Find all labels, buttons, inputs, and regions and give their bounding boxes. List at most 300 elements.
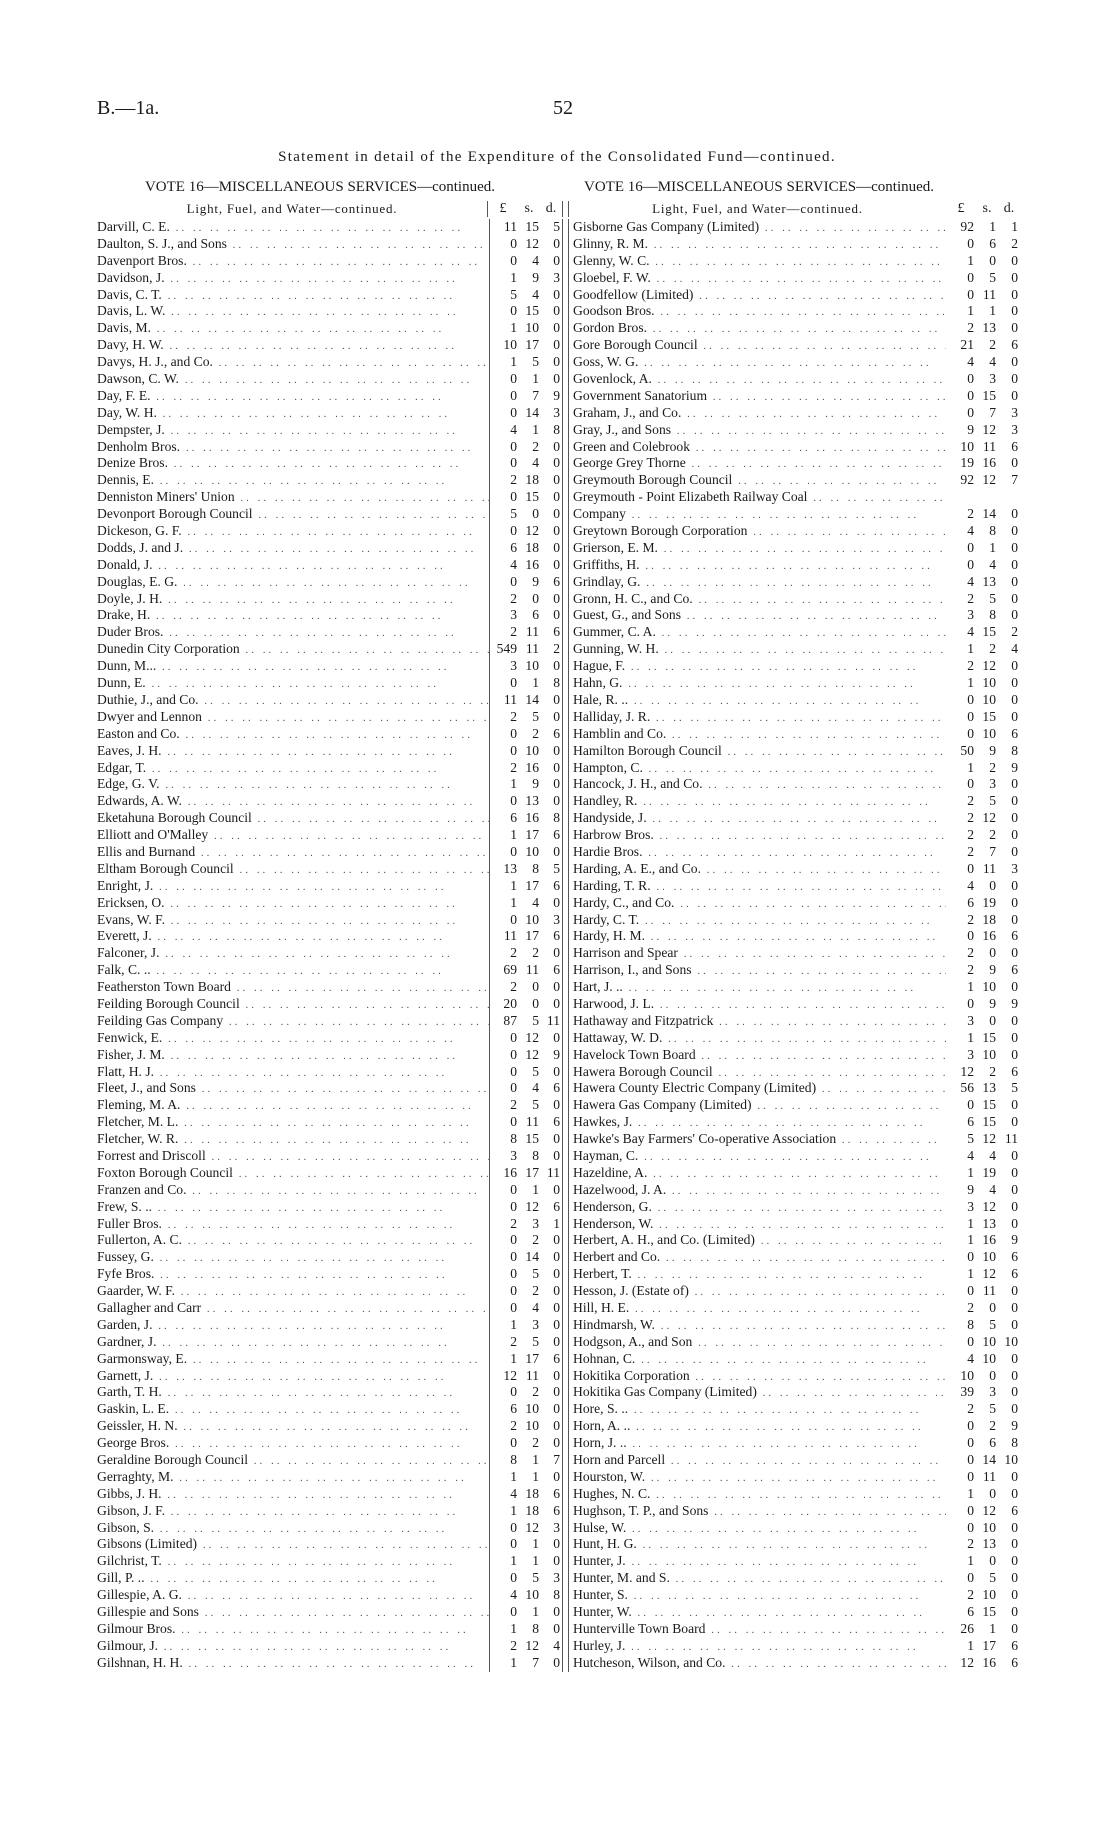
amount-shillings: 2 [989, 1063, 996, 1079]
amount-pounds: 0 [489, 1114, 519, 1131]
amount-shillings: 10 [525, 1418, 539, 1434]
payee-name: Everett, J. .. . [97, 928, 489, 945]
table-row [568, 1199, 1020, 1216]
amount-pounds: 4 [967, 877, 974, 893]
amount-pence: 0 [1011, 1198, 1018, 1214]
table-row [97, 1216, 563, 1233]
table-row [97, 219, 563, 236]
amount-pence: 0 [1011, 1587, 1018, 1603]
amount-pence: 0 [541, 236, 563, 253]
amount-pounds: 0 [489, 1080, 519, 1097]
amount-pence: 0 [1011, 1604, 1018, 1620]
amount-shillings: 11 [525, 1367, 539, 1383]
document-code: B.—1a. [97, 97, 160, 119]
amount-pounds: 0 [489, 439, 519, 456]
amount-pence: 0 [541, 455, 563, 472]
amount-pence: 0 [1011, 793, 1018, 809]
amount-pence: 0 [541, 692, 563, 709]
table-row [568, 776, 1020, 793]
amount-pence: 6 [541, 878, 563, 895]
amount-pounds: 19 [960, 455, 974, 471]
payee-name: Gibsons (Limited) .. . [97, 1536, 489, 1553]
table-row [97, 1503, 563, 1520]
table-row [97, 270, 563, 287]
amount-shillings: 12 [982, 1266, 996, 1282]
amount-shillings: 15 [525, 1131, 539, 1147]
amount-pence: 6 [541, 1080, 563, 1097]
amount-shillings: 18 [525, 472, 539, 488]
amount-pounds: 1 [967, 1553, 974, 1569]
amount-shillings: 5 [989, 793, 996, 809]
table-row [568, 1131, 1020, 1148]
amount-pounds: 0 [489, 1064, 519, 1081]
payee-name: Hardy, H. M. .. . [568, 928, 946, 945]
unit-shillings: s. [524, 201, 534, 216]
amount-pounds: 0 [967, 708, 974, 724]
subheading-row [97, 196, 563, 217]
amount-shillings: 5 [532, 1063, 539, 1079]
amount-pounds: 11 [489, 219, 519, 236]
table-row [568, 1182, 1020, 1199]
table-row [97, 1165, 563, 1182]
table-row [97, 506, 563, 523]
payee-name: Hill, H. E. .. . [568, 1300, 946, 1317]
amount-pounds: 0 [489, 1384, 519, 1401]
amount-shillings: 11 [525, 624, 539, 640]
table-row [568, 574, 1020, 591]
amount-pounds: 0 [967, 1333, 974, 1349]
amount-pence: 0 [541, 658, 563, 675]
amount-pounds: 1 [489, 1317, 519, 1334]
amount-pounds: 0 [489, 371, 519, 388]
amount-pence: 0 [1011, 1485, 1018, 1501]
payee-name: Hawera Gas Company (Limited) .. . [568, 1097, 946, 1114]
table-row [97, 371, 563, 388]
payee-name: Gillespie and Sons .. . [97, 1604, 489, 1621]
payee-name: Fussey, G. .. . [97, 1249, 489, 1266]
table-row [97, 337, 563, 354]
table-row [97, 1351, 563, 1368]
table-row [568, 1604, 1020, 1621]
amount-pounds: 0 [489, 1199, 519, 1216]
payee-name: Douglas, E. G. .. . [97, 574, 489, 591]
payee-name: George Grey Thorne .. . [568, 455, 946, 472]
amount-shillings: 17 [525, 827, 539, 843]
table-row [97, 895, 563, 912]
amount-shillings: 11 [525, 641, 539, 657]
amount-shillings: 10 [525, 320, 539, 336]
payee-name: Evans, W. F. .. . [97, 912, 489, 929]
amount-shillings: 8 [989, 607, 996, 623]
payee-name: Gillespie, A. G. .. . [97, 1587, 489, 1604]
amount-pence: 0 [1011, 1029, 1018, 1045]
payee-name: Company .. . [568, 506, 946, 523]
table-row [568, 557, 1020, 574]
table-row [568, 1097, 1020, 1114]
amount-shillings: 2 [532, 1384, 539, 1400]
amount-shillings: 0 [989, 945, 996, 961]
payee-name: Dodds, J. and J. .. . [97, 540, 489, 557]
payee-name: Davys, H. J., and Co. .. . [97, 354, 489, 371]
amount-shillings: 14 [525, 691, 539, 707]
payee-name: Hawkes, J. .. . [568, 1114, 946, 1131]
payee-name: Hattaway, W. D. .. . [568, 1030, 946, 1047]
table-row [97, 658, 563, 675]
amount-pounds: 2 [967, 590, 974, 606]
table-row [97, 962, 563, 979]
amount-pence: 0 [541, 1435, 563, 1452]
amount-pounds: 0 [489, 793, 519, 810]
amount-pounds: 1 [489, 1469, 519, 1486]
table-row [568, 827, 1020, 844]
payee-name: Drake, H. .. . [97, 607, 489, 624]
table-row [97, 1097, 563, 1114]
amount-shillings: 2 [989, 759, 996, 775]
amount-pence: 0 [541, 253, 563, 270]
amount-pence: 0 [541, 472, 563, 489]
table-row [568, 861, 1020, 878]
amount-pounds: 4 [967, 354, 974, 370]
amount-pounds: 1 [489, 895, 519, 912]
amount-pounds: 4 [489, 1587, 519, 1604]
table-row [97, 709, 563, 726]
table-row [568, 270, 1020, 287]
payee-name: Hawera Borough Council .. . [568, 1064, 946, 1081]
amount-pounds: 2 [967, 962, 974, 978]
amount-pounds: 0 [489, 303, 519, 320]
amount-shillings: 11 [525, 1114, 539, 1130]
table-row [568, 1368, 1020, 1385]
amount-pounds: 0 [489, 675, 519, 692]
amount-pence: 9 [1011, 1232, 1018, 1248]
amount-pence: 6 [541, 962, 563, 979]
payee-name: Fullerton, A. C. .. . [97, 1232, 489, 1249]
amount-pounds: 0 [489, 1283, 519, 1300]
payee-name: Goodson Bros. .. . [568, 303, 946, 320]
amount-pence: 3 [541, 270, 563, 287]
amount-pounds: 0 [489, 1604, 519, 1621]
amount-pence: 6 [1011, 337, 1018, 353]
payee-name: Edwards, A. W. .. . [97, 793, 489, 810]
table-row [568, 1064, 1020, 1081]
amount-pence: 0 [541, 1655, 563, 1672]
payee-name: Falconer, J. .. . [97, 945, 489, 962]
amount-pence: 0 [541, 1266, 563, 1283]
table-row [568, 1655, 1020, 1672]
amount-shillings: 0 [532, 506, 539, 522]
payee-name: Gilshnan, H. H. .. . [97, 1655, 489, 1672]
amount-pounds: 2 [489, 472, 519, 489]
amount-pounds: 0 [489, 388, 519, 405]
payee-name: Gore Borough Council .. . [568, 337, 946, 354]
payee-name: Gibson, S. .. . [97, 1520, 489, 1537]
amount-pounds: 0 [489, 523, 519, 540]
payee-name: Fletcher, M. L. .. . [97, 1114, 489, 1131]
payee-name: Hawera County Electric Company (Limited) .. . [568, 1080, 946, 1097]
amount-pounds: 0 [967, 1519, 974, 1535]
payee-name: Fleming, M. A. .. . [97, 1097, 489, 1114]
amount-pence: 11 [541, 1013, 563, 1030]
amount-shillings: 13 [982, 1080, 996, 1096]
amount-shillings: 0 [532, 979, 539, 995]
amount-pounds: 13 [489, 861, 519, 878]
amount-pounds: 1 [489, 320, 519, 337]
table-row [568, 709, 1020, 726]
amount-pounds: 9 [967, 421, 974, 437]
payee-name: Hutcheson, Wilson, and Co. .. . [568, 1655, 946, 1672]
amount-shillings: 0 [989, 1012, 996, 1028]
amount-pence: 6 [541, 726, 563, 743]
amount-shillings: 12 [525, 1519, 539, 1535]
amount-pounds: 5 [967, 1131, 974, 1147]
amount-shillings: 0 [989, 1367, 996, 1383]
unit-pounds: £ [957, 201, 965, 216]
amount-pence: 0 [1011, 675, 1018, 691]
amount-shillings: 10 [982, 1587, 996, 1603]
amount-shillings: 6 [532, 607, 539, 623]
table-row [97, 979, 563, 996]
amount-pence: 0 [1011, 1046, 1018, 1062]
table-row [97, 996, 563, 1013]
amount-pence: 0 [541, 760, 563, 777]
payee-name: Dennis, E. .. . [97, 472, 489, 489]
payee-name: Hore, S. .. .. . [568, 1401, 946, 1418]
payee-name: Hunter, S. .. . [568, 1587, 946, 1604]
amount-shillings: 2 [989, 827, 996, 843]
table-row [568, 1148, 1020, 1165]
payee-name: Halliday, J. R. .. . [568, 709, 946, 726]
amount-pence: 0 [1011, 1384, 1018, 1400]
amount-shillings: 19 [982, 894, 996, 910]
amount-pence: 0 [541, 1131, 563, 1148]
payee-name: Hunter, J. .. . [568, 1553, 946, 1570]
table-row [568, 1351, 1020, 1368]
table-row [568, 979, 1020, 996]
payee-name: Hazelwood, J. A. .. . [568, 1182, 946, 1199]
table-row [97, 861, 563, 878]
amount-shillings: 12 [982, 1198, 996, 1214]
payee-name: Eketahuna Borough Council .. . [97, 810, 489, 827]
payee-name: Gilchrist, T. .. . [97, 1553, 489, 1570]
amount-pence: 8 [541, 675, 563, 692]
amount-pounds: 0 [967, 860, 974, 876]
subheading: Light, Fuel, and Water—continued. [186, 201, 398, 216]
amount-shillings: 0 [532, 995, 539, 1011]
unit-pence: d. [1003, 201, 1015, 216]
table-row [568, 591, 1020, 608]
amount-pence: 0 [541, 1317, 563, 1334]
amount-pounds: 1 [967, 1485, 974, 1501]
amount-shillings: 9 [989, 962, 996, 978]
amount-pence: 6 [1011, 438, 1018, 454]
amount-shillings: 5 [532, 1012, 539, 1028]
amount-shillings: 8 [532, 1620, 539, 1636]
table-row [97, 624, 563, 641]
amount-shillings: 7 [532, 1654, 539, 1670]
amount-pounds: 1 [489, 1503, 519, 1520]
amount-pounds: 1 [489, 776, 519, 793]
amount-shillings: 1 [532, 1181, 539, 1197]
amount-shillings: 15 [982, 1114, 996, 1130]
amount-pence: 8 [1011, 742, 1018, 758]
table-row [97, 1199, 563, 1216]
amount-pounds: 0 [489, 912, 519, 929]
amount-pounds: 12 [960, 1063, 974, 1079]
amount-shillings: 5 [989, 590, 996, 606]
table-row [97, 793, 563, 810]
table-row [568, 422, 1020, 439]
amount-pounds: 6 [489, 1401, 519, 1418]
payee-name: Davy, H. W. .. . [97, 337, 489, 354]
amount-shillings: 1 [532, 1536, 539, 1552]
amount-pounds: 4 [489, 422, 519, 439]
table-row [568, 337, 1020, 354]
table-row [97, 388, 563, 405]
amount-shillings: 1 [989, 539, 996, 555]
table-row [568, 1249, 1020, 1266]
amount-pence: 0 [1011, 1114, 1018, 1130]
amount-shillings: 5 [532, 1097, 539, 1113]
amount-shillings: 12 [525, 235, 539, 251]
table-row [97, 1064, 563, 1081]
payee-name: Gibson, J. F. .. . [97, 1503, 489, 1520]
table-row [97, 743, 563, 760]
amount-pence: 6 [1011, 928, 1018, 944]
page-number: 52 [553, 97, 573, 119]
payee-name: Hourston, W. .. . [568, 1469, 946, 1486]
payee-name: Hamblin and Co. .. . [568, 726, 946, 743]
amount-pounds: 1 [489, 1655, 519, 1672]
payee-name: Easton and Co. .. . [97, 726, 489, 743]
table-row [97, 489, 563, 506]
amount-shillings: 18 [525, 1485, 539, 1501]
amount-pence: 0 [541, 1384, 563, 1401]
amount-pence: 0 [541, 709, 563, 726]
table-row [568, 1587, 1020, 1604]
amount-pounds: 8 [967, 1316, 974, 1332]
payee-name: Hughes, N. C. .. . [568, 1486, 946, 1503]
payee-name: Harwood, J. L. .. . [568, 996, 946, 1013]
amount-pence: 6 [1011, 1266, 1018, 1282]
amount-pence: 0 [541, 743, 563, 760]
amount-pence: 0 [1011, 1012, 1018, 1028]
amount-pounds: 1 [489, 1553, 519, 1570]
table-row [568, 760, 1020, 777]
table-row [97, 557, 563, 574]
amount-pence [998, 489, 1020, 506]
payee-name: Gerraghty, M. .. . [97, 1469, 489, 1486]
amount-pence: 2 [1011, 624, 1018, 640]
table-row [97, 1080, 563, 1097]
amount-pounds: 0 [967, 776, 974, 792]
table-row [97, 1520, 563, 1537]
amount-pence: 6 [541, 624, 563, 641]
payee-name: Elliott and O'Malley .. . [97, 827, 489, 844]
payee-name: Herbert, A. H., and Co. (Limited) .. . [568, 1232, 946, 1249]
table-row [568, 1638, 1020, 1655]
amount-shillings: 11 [525, 962, 539, 978]
payee-name: Franzen and Co. .. . [97, 1182, 489, 1199]
payee-name: Harrison and Spear .. . [568, 945, 946, 962]
amount-pounds: 4 [967, 523, 974, 539]
amount-pence: 0 [541, 793, 563, 810]
amount-pence: 0 [1011, 1519, 1018, 1535]
amount-shillings: 5 [989, 269, 996, 285]
amount-shillings: 5 [989, 1570, 996, 1586]
table-row [568, 1266, 1020, 1283]
amount-pounds: 1 [967, 675, 974, 691]
payee-name: Gilmour Bros. .. . [97, 1621, 489, 1638]
amount-pounds: 1 [967, 1164, 974, 1180]
amount-pence: 6 [541, 1486, 563, 1503]
amount-pounds: 0 [967, 691, 974, 707]
payee-name: Enright, J. .. . [97, 878, 489, 895]
amount-pence: 0 [1011, 776, 1018, 792]
amount-shillings: 1 [532, 1553, 539, 1569]
amount-pounds: 0 [967, 556, 974, 572]
amount-pounds: 0 [967, 235, 974, 251]
amount-shillings: 9 [532, 776, 539, 792]
amount-shillings: 12 [525, 1029, 539, 1045]
payee-name: Dunedin City Corporation .. . [97, 641, 489, 658]
amount-shillings: 10 [982, 1350, 996, 1366]
amount-pounds: 12 [960, 1654, 974, 1670]
payee-name: Denize Bros. .. . [97, 455, 489, 472]
amount-shillings: 9 [532, 269, 539, 285]
amount-pence: 0 [541, 1064, 563, 1081]
amount-pounds: 1 [967, 979, 974, 995]
unit-pounds: £ [487, 201, 518, 217]
amount-pence: 0 [1011, 658, 1018, 674]
amount-pounds [946, 489, 976, 506]
amount-shillings: 14 [525, 404, 539, 420]
amount-pence: 9 [541, 1047, 563, 1064]
amount-pence: 8 [541, 422, 563, 439]
amount-shillings: 0 [532, 590, 539, 606]
amount-shillings: 17 [982, 1637, 996, 1653]
payee-name: Hampton, C. .. . [568, 760, 946, 777]
table-row [568, 1621, 1020, 1638]
payee-name: Ericksen, O. .. . [97, 895, 489, 912]
amount-shillings: 4 [989, 1181, 996, 1197]
amount-pounds: 2 [489, 709, 519, 726]
amount-shillings: 10 [525, 658, 539, 674]
amount-shillings: 13 [982, 573, 996, 589]
amount-pounds: 0 [489, 1520, 519, 1537]
amount-pence: 10 [1004, 1333, 1018, 1349]
table-row [568, 1114, 1020, 1131]
amount-shillings: 16 [982, 928, 996, 944]
table-row [568, 895, 1020, 912]
amount-pence: 7 [541, 1452, 563, 1469]
amount-pounds: 8 [489, 1452, 519, 1469]
amount-pence: 0 [541, 354, 563, 371]
amount-pence: 0 [541, 506, 563, 523]
table-row [97, 1486, 563, 1503]
subheading-row [568, 196, 1020, 217]
table-row [97, 1283, 563, 1300]
amount-pence: 8 [541, 810, 563, 827]
payee-name: Denniston Miners' Union .. . [97, 489, 489, 506]
amount-shillings [976, 489, 998, 506]
payee-name: Glenny, W. C. .. . [568, 253, 946, 270]
amount-pence: 0 [541, 1621, 563, 1638]
amount-pounds: 0 [967, 269, 974, 285]
amount-shillings: 10 [982, 1249, 996, 1265]
amount-shillings: 16 [982, 455, 996, 471]
table-row [97, 1013, 563, 1030]
amount-shillings: 1 [989, 303, 996, 319]
